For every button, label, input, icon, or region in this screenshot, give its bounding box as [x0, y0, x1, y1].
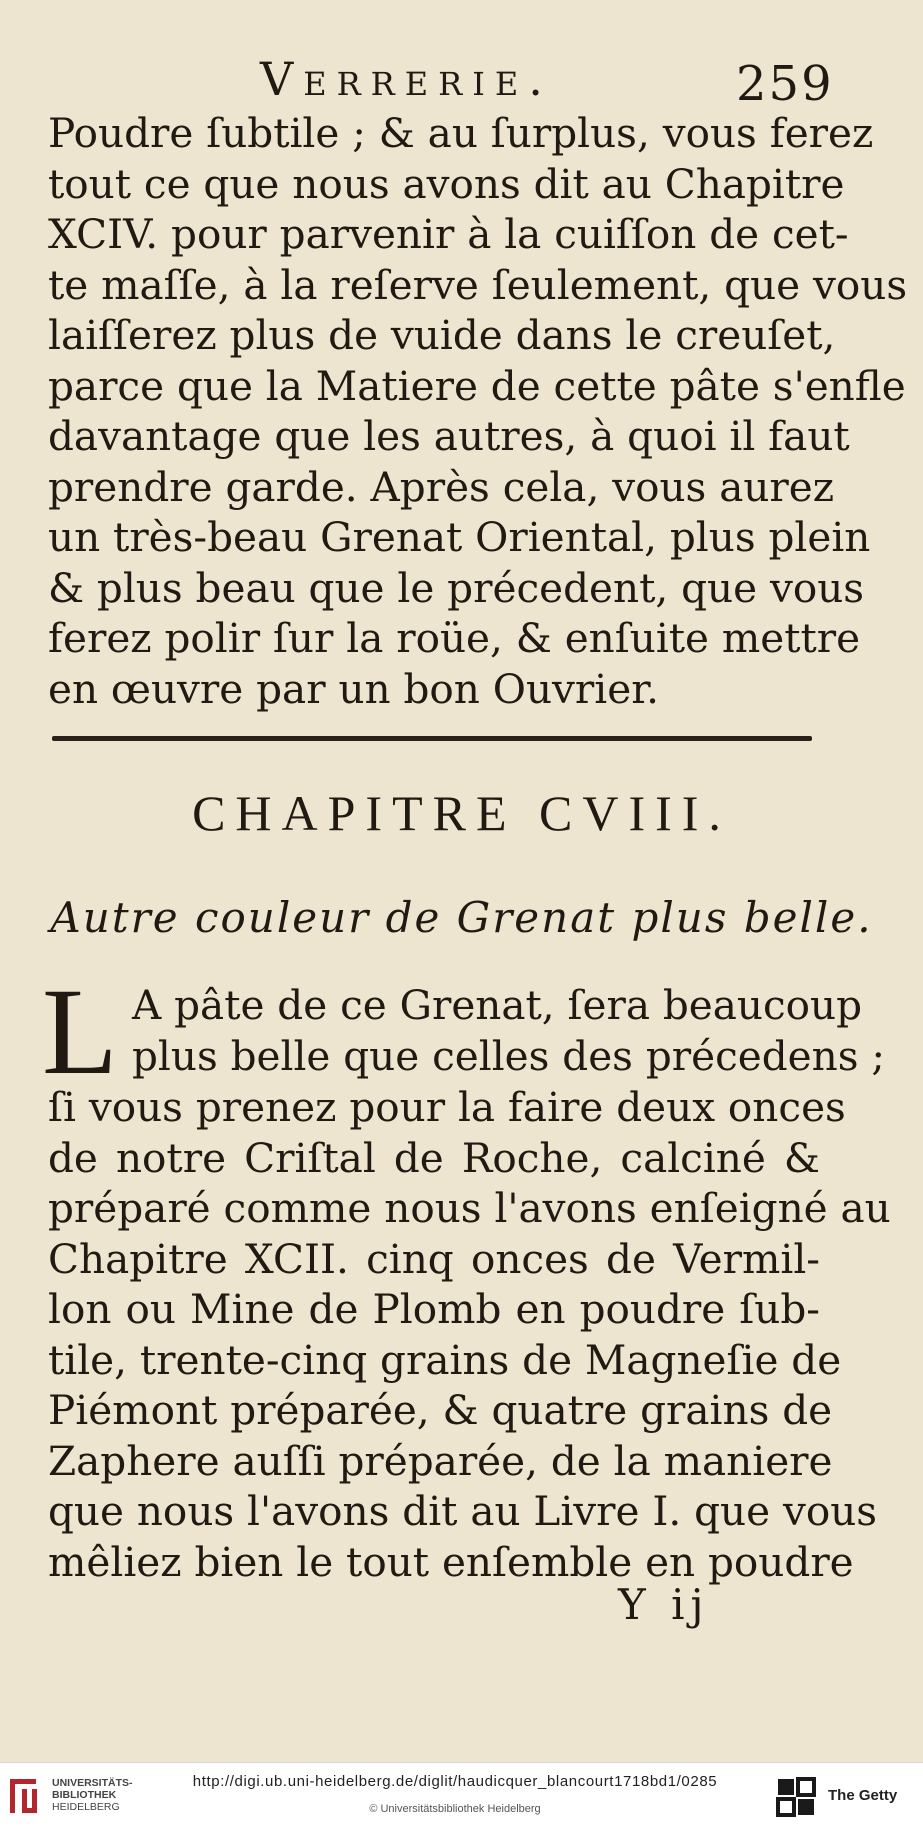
text-line: Zaphere auſſi préparée, de la maniere	[48, 1436, 833, 1485]
library-name-line: BIBLIOTHEK	[52, 1789, 117, 1801]
getty-logo-icon[interactable]	[776, 1777, 816, 1817]
page-number: 259	[736, 56, 834, 112]
text-line: & plus beau que le précedent, que vous	[48, 563, 865, 612]
drop-cap: L	[42, 963, 118, 1100]
text-line: lon ou Mine de Plomb en poudre ſub-	[48, 1285, 820, 1333]
chapter-subtitle: Autre couleur de Grenat plus belle.	[50, 893, 873, 942]
text-line: laiſſerez plus de vuide dans le creuſet,	[48, 311, 836, 359]
text-line: Poudre ſubtile ; & au ſurplus, vous ferez	[48, 109, 874, 157]
text-line: XCIV. pour parvenir à la cuiſſon de cet-	[48, 210, 849, 258]
drop-cap-lines	[132, 980, 886, 1081]
text-line: prendre garde. Après cela, vous aurez	[48, 462, 835, 511]
text-line: un très-beau Grenat Oriental, plus plein	[48, 513, 871, 561]
text-line: parce que la Matiere de cette pâte s'enfle	[48, 361, 906, 410]
viewer-footer	[0, 1762, 923, 1830]
partner-name: The Getty	[828, 1787, 898, 1804]
text-line: te maſſe, à la reſerve ſeulement, que vous	[48, 260, 908, 309]
signature-mark: Y ij	[618, 1580, 710, 1629]
text-line: A pâte de ce Grenat, ſera beaucoup	[132, 981, 863, 1029]
continued-paragraph	[48, 108, 908, 714]
text-line: ferez polir ſur la roüe, & enſuite mettre	[48, 614, 861, 662]
text-line: davantage que les autres, à quoi il faut	[48, 412, 850, 460]
library-name-line: HEIDELBERG	[52, 1801, 120, 1813]
library-name-line: UNIVERSITÄTS-	[52, 1777, 133, 1789]
text-line: de notre Criſtal de Roche, calciné &	[48, 1133, 820, 1182]
text-line: tile, trente-cinq grains de Magneſie de	[48, 1335, 842, 1384]
permalink-url[interactable]: http://digi.ub.uni-heidelberg.de/diglit/haudicquer_blancourt1718bd1/0285	[192, 1773, 718, 1790]
section-divider-rule	[52, 736, 812, 741]
text-line: plus belle que celles des précedens ;	[132, 1031, 886, 1080]
chapter-heading: CHAPITRE CVIII.	[192, 785, 731, 841]
text-line: que nous l'avons dit au Livre I. que vous	[48, 1487, 878, 1535]
text-line: ſi vous prenez pour la faire deux onces	[48, 1083, 846, 1131]
copyright-notice: © Universitätsbibliothek Heidelberg	[369, 1803, 541, 1815]
library-name	[52, 1777, 133, 1813]
ub-heidelberg-logo-icon[interactable]	[8, 1775, 44, 1817]
running-head	[0, 52, 923, 112]
chapter-paragraph	[48, 1082, 891, 1587]
text-line: Chapitre XCII. cinq onces de Vermil-	[48, 1234, 820, 1283]
text-line: mêliez bien le tout enſemble en poudre	[48, 1537, 854, 1586]
text-line: en œuvre par un bon Ouvrier.	[48, 664, 659, 713]
text-line: tout ce que nous avons dit au Chapitre	[48, 159, 845, 208]
text-line: Piémont préparée, & quatre grains de	[48, 1386, 833, 1434]
text-line: préparé comme nous l'avons enſeigné au	[48, 1184, 891, 1232]
running-title: Verrerie.	[260, 52, 553, 106]
